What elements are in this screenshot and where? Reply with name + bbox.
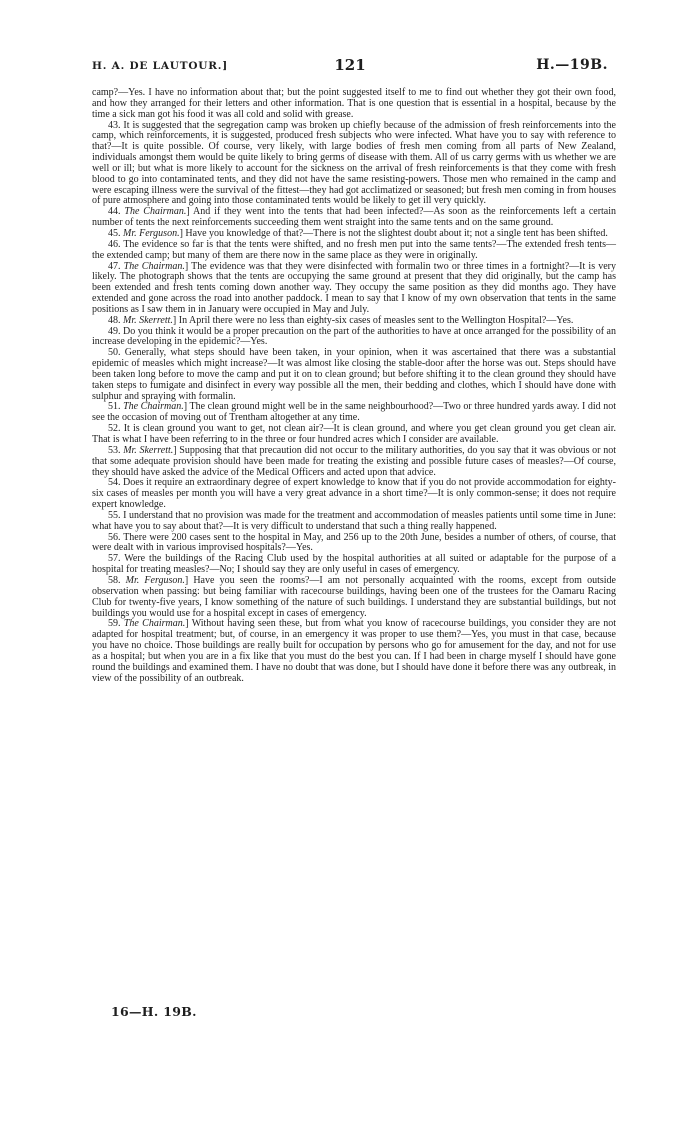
paragraph-text: Generally, what steps should have been taken, in your opinion, when it was ascertained that there was a substantial epidemic of measles which might increase?—It was almost like closing the stable-door after the horse was out. Steps should have been taken long before to move the camp and put it on to clean ground; but before shifting it to the clean ground they should have taken steps to fumigate and disinfect in every way possible all the men, their bedding and clothes, which I should have done with sulphur and spraying with formalin.: [92, 347, 616, 402]
paragraph: [92, 348, 616, 402]
paragraph-text: Without having seen these, but from what you know of racecourse buildings, you consider they are not adapted for hospital treatment; but, of course, in an emergency it was proper to use them?—Yes, you must in that case, because you have no choice. Those buildings are really built for occupation by persons who go for amusement for the day, and not for use as a hospital; but when you are in a fix like that you must do the best you can. If I had been in charge myself I should have gone round the buildings and examined them. I have no doubt that was done, but I should have done it before there was any outbreak, in view of the possibility of an outbreak.: [92, 618, 617, 684]
paragraph-text: It is clean ground you want to get, not clean air?—It is clean ground, and where you get clean ground you get clean air. That is what I have been referring to in the three or four hundred acres which I consider are available.: [92, 423, 616, 445]
question-number: 45.: [108, 227, 121, 239]
paragraph-text: And if they went into the tents that had been infected?—As soon as the reinforcements left a certain number of tents the next reinforcements succeeding them went straight into the same tents and on the same ground.: [92, 206, 617, 229]
speaker-name: Mr. Ferguson.: [125, 574, 185, 586]
question-number: 56.: [108, 531, 121, 543]
body-text: [92, 88, 616, 684]
question-number: 52.: [108, 423, 121, 435]
paragraph: 47. The Chairman.] The evidence was that they were disinfected with formalin two or three times in a fortnight?—It is very likely. The photograph shows that the tents are occupying the same ground at present that they did originally, but the camp has been extended and fresh tents coming down another way. They occupy the same position as they did months ago. They have extended and gone across the road into another paddock. I mean to say that I know of my own observation that tents in the same positions as I saw them in in January were occupied in May and July.: [92, 260, 616, 315]
question-number: 43.: [108, 119, 121, 131]
paragraph-text: Have you knowledge of that?—There is not the slightest doubt about it; not a single tent has been shifted.: [185, 227, 608, 239]
page-header: [92, 56, 608, 80]
speaker-name: The Chairman.: [123, 260, 185, 272]
question-number: 51.: [108, 401, 121, 413]
paragraph: [92, 88, 616, 121]
paragraph: [92, 121, 616, 208]
paragraph: [92, 533, 616, 555]
paragraph: 59. The Chairman.] Without having seen these, but from what you know of racecourse buildings, you consider they are not adapted for hospital treatment; but, of course, in an emergency it was proper to use them?—Yes, you must in that case, because you have no choice. Those buildings are really built for occupation by persons who go for amusement for the day, and not for use as a hospital; but when you are in a fix like that you must do the best you can. If I had been in charge myself I should have gone round the buildings and examined them. I have no doubt that was done, but I should have done it before there was any outbreak, in view of the possibility of an outbreak.: [92, 618, 617, 684]
paragraph-text: In April there were no less than eighty-six cases of measles sent to the Wellington Hospital?—Yes.: [178, 314, 574, 326]
paragraph-text: Does it require an extraordinary degree of expert knowledge to know that if you do not provide accommodation for eighty-six cases of measles per month you will have a very great advance in a short time?—It is only common-sense; it does not require expert knowledge.: [92, 477, 617, 511]
paragraph: 53. Mr. Skerrett.] Supposing that that precaution did not occur to the military authorities, do you say that it was obvious or not that some adequate provision should have been made for treating the existing and possible future cases of measles?—Of course, they should have asked the advice of the Medical Officers and acted upon that advice.: [92, 444, 616, 478]
question-number: 58.: [108, 574, 121, 586]
paragraph-text: Do you think it would be a proper precaution on the part of the authorities to have at once arranged for the possibility of an increase developing in the epidemic?—Yes.: [92, 325, 616, 348]
header-witness-name: H. A. DE LAUTOUR.]: [92, 60, 229, 72]
paragraph: [92, 240, 616, 262]
paragraph: 58. Mr. Ferguson.] Have you seen the rooms?—I am not personally acquainted with the rooms, except from outside observation when passing: but being familiar with racecourse buildings, having been one of the trustees for the Oamaru Racing Club for twenty-five years, I know something of the nature of such buildings. I understand they are substantial buildings, but not buildings you would use for a hospital except in cases of emergency.: [92, 574, 616, 619]
paragraph-text: The clean ground might well be in the same neighbourhood?—Two or three hundred yards away. I did not see the occasion of moving out of Trentham altogether at any time.: [92, 401, 617, 424]
speaker-name: The Chairman.: [123, 618, 186, 630]
question-number: 57.: [108, 553, 121, 565]
paragraph-text: The evidence so far is that the tents were shifted, and no fresh men put into the same tents?—The extended fresh tents—the extended camp; but many of them are there now in the same place as they were in originally.: [92, 238, 616, 261]
paragraph-text: camp?—Yes. I have no information about that; but the point suggested itself to me to find out whether they got their own food, and how they arranged for their letters and other information. That is one question that is essential in a hospital, because by the time a sick man got his food it was all cold and solid with grease.: [92, 87, 616, 120]
paragraph: 48. Mr. Skerrett.] In April there were no less than eighty-six cases of measles sent to the Wellington Hospital?—Yes.: [108, 314, 574, 326]
page-number: 121: [334, 56, 366, 74]
paragraph-text: Supposing that that precaution did not occur to the military authorities, do you say that it was obvious or not that some adequate provision should have been made for treating the existing and possible future cases of measles?—Of course, they should have asked the advice of the Medical Officers and acted upon that advice.: [92, 444, 616, 478]
paragraph-text: It is suggested that the segregation camp was broken up chiefly because of the admission of fresh reinforcements into the camp, which reinforcements, it is suggested, produced fresh subjects who were infected. What have you to say with reference to that?—It is quite possible. Of course, very likely, with large bodies of fresh men coming from all parts of New Zealand, individuals amongst them would be quite likely to bring germs of disease with them. All of us carry germs with us whether we are well or ill; but what is more likely to account for the sickness on the arrival of fresh reinforcements is that they come with fresh blood to go into contaminated tents, and they did not have the same resisting-powers. Those men who remained in the camp and were escaping illness were the survival of the fittest—they had got acclimatized or seasoned; but fresh men coming in from houses of pure atmosphere and going into those contaminated tents would be likely to get ill very quickly.: [92, 119, 616, 207]
paragraph-text: Were the buildings of the Racing Club used by the hospital authorities at all suited or adaptable for the purpose of a hospital for treating measles?—No; I should say they are only useful in cases of emergency.: [92, 553, 617, 576]
paragraph: [92, 424, 616, 446]
header-document-ref: H.—19B.: [536, 57, 608, 73]
question-number: 59.: [108, 618, 121, 630]
question-number: 46.: [108, 238, 121, 250]
paragraph: [92, 327, 616, 349]
paragraph: [92, 554, 616, 576]
paragraph: 44. The Chairman.] And if they went into the tents that had been infected?—As soon as the reinforcements left a certain number of tents the next reinforcements succeeding them went straight into the same tents and on the same ground.: [92, 206, 617, 229]
speaker-name: Mr. Skerrett.: [123, 444, 174, 456]
paragraph-text: There were 200 cases sent to the hospital in May, and 256 up to the 20th June, besides a number of others, of course, that were dealt with in various improvised hospitals?—Yes.: [92, 531, 616, 554]
paragraph: [92, 511, 616, 533]
paragraph-text: I understand that no provision was made for the treatment and accommodation of measles patients until some time in June: what have you to say about that?—It is very difficult to understand that such a thing really happened.: [92, 509, 616, 532]
speaker-name: The Chairman.: [124, 206, 187, 218]
paragraph-text: The evidence was that they were disinfected with formalin two or three times in a fortnight?—It is very likely. The photograph shows that the tents are occupying the same ground at present that they did originally, but the camp has been extended and fresh tents coming down another way. They occupy the same position as they did months ago. They have extended and gone across the road into another paddock. I mean to say that I know of my own observation that tents in the same positions as I saw them in in January were occupied in May and July.: [92, 260, 616, 315]
paragraph: [92, 478, 616, 511]
question-number: 48.: [108, 314, 121, 326]
signature-mark: 16—H. 19B.: [111, 1004, 197, 1019]
paragraph-text: Have you seen the rooms?—I am not personally acquainted with the rooms, except from outside observation when passing: but being familiar with racecourse buildings, having been one of the trustees for the Oamaru Racing Club for twenty-five years, I know something of the nature of such buildings. I understand they are substantial buildings, but not buildings you would use for a hospital except in cases of emergency.: [92, 574, 616, 619]
question-number: 55.: [108, 509, 121, 521]
question-number: 44.: [108, 206, 121, 218]
question-number: 54.: [108, 477, 121, 489]
question-number: 50.: [108, 347, 121, 359]
question-number: 47.: [108, 260, 121, 272]
speaker-name: The Chairman.: [123, 401, 184, 413]
paragraph: 45. Mr. Ferguson.] Have you knowledge of that?—There is not the slightest doubt about it; not a single tent has been shifted.: [108, 227, 608, 239]
speaker-name: Mr. Ferguson.: [123, 227, 180, 239]
paragraph: 51. The Chairman.] The clean ground might well be in the same neighbourhood?—Two or three hundred yards away. I did not see the occasion of moving out of Trentham altogether at any time.: [92, 401, 617, 424]
question-number: 53.: [108, 444, 121, 456]
question-number: 49.: [108, 325, 121, 337]
speaker-name: Mr. Skerrett.: [123, 314, 173, 326]
